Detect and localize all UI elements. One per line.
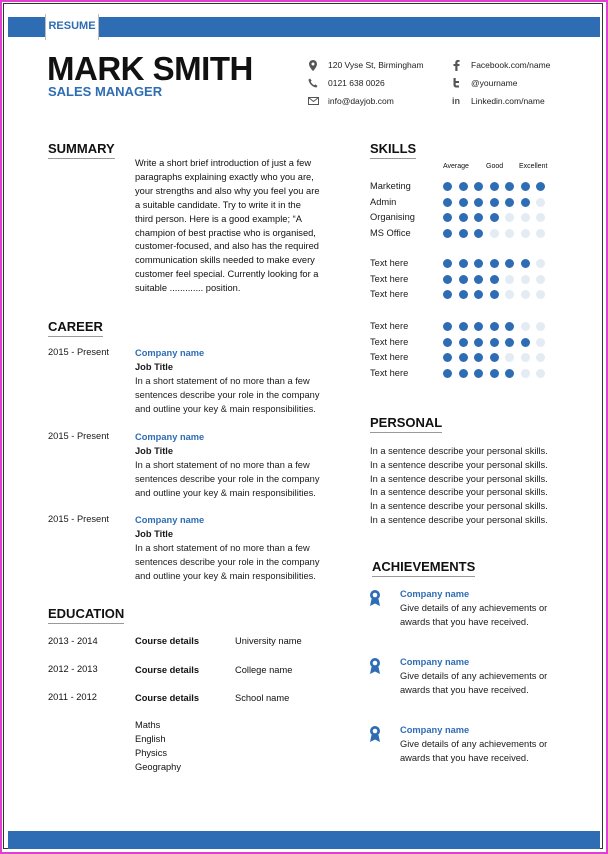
email-text[interactable]: info@dayjob.com <box>328 96 394 106</box>
skill-label: Text here <box>370 258 409 268</box>
skill-dot <box>521 182 530 191</box>
skill-dot <box>536 259 545 268</box>
phone-icon <box>306 77 320 89</box>
summary-line: third person. Here is a good example; “A <box>135 213 302 224</box>
skills-heading: SKILLS <box>370 141 416 159</box>
achievement-company: Company name <box>400 725 470 735</box>
summary-line: your strengths and also why you feel you are <box>135 185 320 196</box>
summary-line: a suitable candidate. Try to write it in the <box>135 199 301 210</box>
page-border <box>3 3 603 849</box>
skill-dot <box>490 182 499 191</box>
skill-legend-excellent: Excellent <box>519 163 548 170</box>
twitter-icon <box>449 77 463 89</box>
skill-row <box>370 197 570 211</box>
skill-row <box>370 352 570 366</box>
skill-dot <box>536 182 545 191</box>
skill-dot <box>443 182 452 191</box>
career-desc-line: sentences describe your role in the company <box>135 389 320 400</box>
skill-dot <box>505 369 514 378</box>
skill-row <box>370 181 570 195</box>
award-ribbon-icon <box>368 589 384 611</box>
skill-dot <box>505 259 514 268</box>
achievement-company: Company name <box>400 589 470 599</box>
skill-dot <box>490 259 499 268</box>
summary-line: Write a short brief introduction of just a few <box>135 158 312 168</box>
summary-line: paragraphs explaining exactly who you are, <box>135 171 314 182</box>
skill-label: Text here <box>370 336 409 347</box>
resume-tab: RESUME <box>45 14 99 40</box>
skill-dot <box>521 322 530 331</box>
career-job-title: Job Title <box>135 445 174 456</box>
skill-dot <box>459 213 468 222</box>
summary-line: customer-focused, and also has the required <box>135 241 319 252</box>
skill-label: Text here <box>370 273 409 284</box>
skill-row <box>370 337 570 351</box>
education-years: 2013 - 2014 <box>48 636 98 646</box>
skill-dot <box>536 369 545 378</box>
personal-line: In a sentence describe your personal skills. <box>370 501 548 511</box>
skill-dot <box>490 213 499 222</box>
skill-dot <box>490 229 499 238</box>
achievement-line: Give details of any achievements or <box>400 602 548 613</box>
skill-dot <box>505 353 514 362</box>
skill-dot <box>536 353 545 362</box>
skill-row <box>370 258 570 272</box>
career-date: 2015 - Present <box>48 514 109 524</box>
skill-dot <box>536 338 545 347</box>
skill-dot <box>474 213 483 222</box>
personal-line: In a sentence describe your personal skills. <box>370 474 548 484</box>
candidate-role: SALES MANAGER <box>48 84 163 99</box>
skill-dot <box>459 369 468 378</box>
skill-dot <box>474 275 483 284</box>
twitter-text[interactable]: @yourname <box>471 78 518 88</box>
skill-dot <box>474 229 483 238</box>
skill-dot <box>443 213 452 222</box>
career-date: 2015 - Present <box>48 431 109 441</box>
address-text: 120 Vyse St, Birmingham <box>328 60 424 70</box>
skill-dot <box>490 338 499 347</box>
skill-dot <box>490 290 499 299</box>
envelope-icon <box>306 95 320 107</box>
skill-dot <box>490 353 499 362</box>
skill-dot <box>536 290 545 299</box>
skill-row <box>370 212 570 226</box>
skill-dot <box>459 259 468 268</box>
achievement-line: awards that you have received. <box>400 616 529 627</box>
skill-dot <box>443 275 452 284</box>
skill-row <box>370 321 570 335</box>
education-subjects <box>135 719 181 775</box>
career-company: Company name <box>135 348 205 358</box>
skill-row <box>370 228 570 242</box>
personal-line: In a sentence describe your personal skills. <box>370 446 548 456</box>
skill-dot <box>521 275 530 284</box>
skill-dot <box>443 322 452 331</box>
career-job-title: Job Title <box>135 528 174 539</box>
contact-twitter <box>449 77 517 89</box>
skill-row <box>370 368 570 382</box>
career-desc-line: and outline your key & main responsibilities. <box>135 487 316 498</box>
skill-dot <box>521 369 530 378</box>
facebook-text[interactable]: Facebook.com/name <box>471 60 551 70</box>
personal-line: In a sentence describe your personal skills. <box>370 515 548 525</box>
subject-item: Physics <box>135 747 168 758</box>
subject-item: English <box>135 733 166 744</box>
contact-address <box>306 59 424 71</box>
achievement-line: Give details of any achievements or <box>400 670 548 681</box>
skill-dot <box>490 369 499 378</box>
skill-dot <box>505 322 514 331</box>
career-desc-line: sentences describe your role in the company <box>135 556 320 567</box>
skill-label: MS Office <box>370 228 411 239</box>
skill-dot <box>521 338 530 347</box>
skill-label: Text here <box>370 352 409 363</box>
skill-dot <box>521 198 530 207</box>
skill-dot <box>505 182 514 191</box>
skill-label: Organising <box>370 212 415 223</box>
skill-dot <box>459 182 468 191</box>
career-company: Company name <box>135 515 205 525</box>
contact-linkedin <box>449 95 545 107</box>
subject-item: Geography <box>135 761 181 772</box>
skill-dot <box>505 198 514 207</box>
career-desc-line: and outline your key & main responsibilities. <box>135 403 316 414</box>
award-ribbon-icon <box>368 657 384 679</box>
contact-facebook <box>449 59 550 71</box>
career-company: Company name <box>135 432 205 442</box>
skill-dot <box>521 229 530 238</box>
skill-dot <box>474 198 483 207</box>
candidate-name: MARK SMITH <box>47 50 253 87</box>
summary-line: champion of best practise who is organised, <box>135 227 316 238</box>
career-heading: CAREER <box>48 319 103 337</box>
skill-dot <box>443 229 452 238</box>
skill-label: Admin <box>370 196 397 207</box>
skill-dot <box>536 198 545 207</box>
skill-dot <box>443 353 452 362</box>
skill-dot <box>474 290 483 299</box>
skill-dot <box>505 275 514 284</box>
skill-legend-average: Average <box>443 163 469 170</box>
skill-label: Text here <box>370 289 409 300</box>
career-desc-line: sentences describe your role in the company <box>135 473 320 484</box>
skill-dot <box>459 290 468 299</box>
skill-dot <box>459 322 468 331</box>
skill-dot <box>474 322 483 331</box>
skill-dot <box>474 369 483 378</box>
award-ribbon-icon <box>368 725 384 747</box>
skill-dot <box>521 259 530 268</box>
achievement-line: awards that you have received. <box>400 684 529 695</box>
phone-text: 0121 638 0026 <box>328 78 385 88</box>
skill-dot <box>443 338 452 347</box>
subject-item: Maths <box>135 720 161 730</box>
skill-legend-good: Good <box>486 163 504 170</box>
achievement-line: awards that you have received. <box>400 752 529 763</box>
skill-dot <box>505 290 514 299</box>
skill-dot <box>459 275 468 284</box>
education-course: Course details <box>135 636 200 646</box>
skill-dot <box>459 229 468 238</box>
facebook-icon <box>449 59 463 71</box>
education-years: 2012 - 2013 <box>48 664 98 674</box>
skill-row <box>370 274 570 288</box>
education-institution: School name <box>235 693 290 703</box>
skill-dot <box>521 353 530 362</box>
personal-line: In a sentence describe your personal skills. <box>370 460 548 470</box>
skill-row <box>370 289 570 303</box>
skill-dot <box>536 213 545 222</box>
achievements-heading: ACHIEVEMENTS <box>372 559 475 577</box>
skill-dot <box>536 229 545 238</box>
personal-line: In a sentence describe your personal skills. <box>370 487 548 497</box>
linkedin-text[interactable]: Linkedin.com/name <box>471 96 545 106</box>
skill-dot <box>443 290 452 299</box>
achievement-line: Give details of any achievements or <box>400 738 548 749</box>
education-institution: College name <box>235 665 293 675</box>
career-date: 2015 - Present <box>48 347 109 357</box>
achievement-company: Company name <box>400 657 470 667</box>
skill-dot <box>490 322 499 331</box>
skill-dot <box>459 353 468 362</box>
contact-email <box>306 95 394 107</box>
personal-heading: PERSONAL <box>370 415 442 433</box>
career-desc-line: In a short statement of no more than a few <box>135 542 310 553</box>
skill-dot <box>505 229 514 238</box>
skill-label: Marketing <box>370 181 411 191</box>
linkedin-icon: in <box>452 96 460 106</box>
skill-label: Text here <box>370 368 409 379</box>
skill-dot <box>490 275 499 284</box>
skill-dot <box>443 369 452 378</box>
education-heading: EDUCATION <box>48 606 124 624</box>
skill-dot <box>490 198 499 207</box>
skill-dot <box>536 322 545 331</box>
skill-dot <box>474 353 483 362</box>
skill-dot <box>443 198 452 207</box>
education-course: Course details <box>135 693 200 703</box>
summary-heading: SUMMARY <box>48 141 115 159</box>
summary-text <box>135 157 345 296</box>
skill-dot <box>521 290 530 299</box>
skill-label: Text here <box>370 321 409 331</box>
career-desc-line: and outline your key & main responsibilities. <box>135 570 316 581</box>
summary-line: customer feel special. Currently looking for a <box>135 269 319 280</box>
contact-phone <box>306 77 385 89</box>
career-desc-line: In a short statement of no more than a few <box>135 459 310 470</box>
skill-dot <box>505 338 514 347</box>
skill-dot <box>443 259 452 268</box>
education-course: Course details <box>135 665 200 675</box>
skill-dot <box>521 213 530 222</box>
skill-dot <box>474 338 483 347</box>
summary-line: communication skills needed to make every <box>135 255 315 266</box>
education-years: 2011 - 2012 <box>48 692 97 702</box>
education-institution: University name <box>235 636 302 646</box>
location-pin-icon <box>306 59 320 71</box>
skill-dot <box>474 259 483 268</box>
skill-dot <box>536 275 545 284</box>
footer-bar <box>8 831 600 849</box>
summary-line: suitable ............. position. <box>135 283 241 294</box>
skill-dot <box>459 338 468 347</box>
skill-dot <box>505 213 514 222</box>
skill-dot <box>474 182 483 191</box>
career-job-title: Job Title <box>135 361 174 372</box>
skill-dot <box>459 198 468 207</box>
career-desc-line: In a short statement of no more than a few <box>135 375 310 386</box>
